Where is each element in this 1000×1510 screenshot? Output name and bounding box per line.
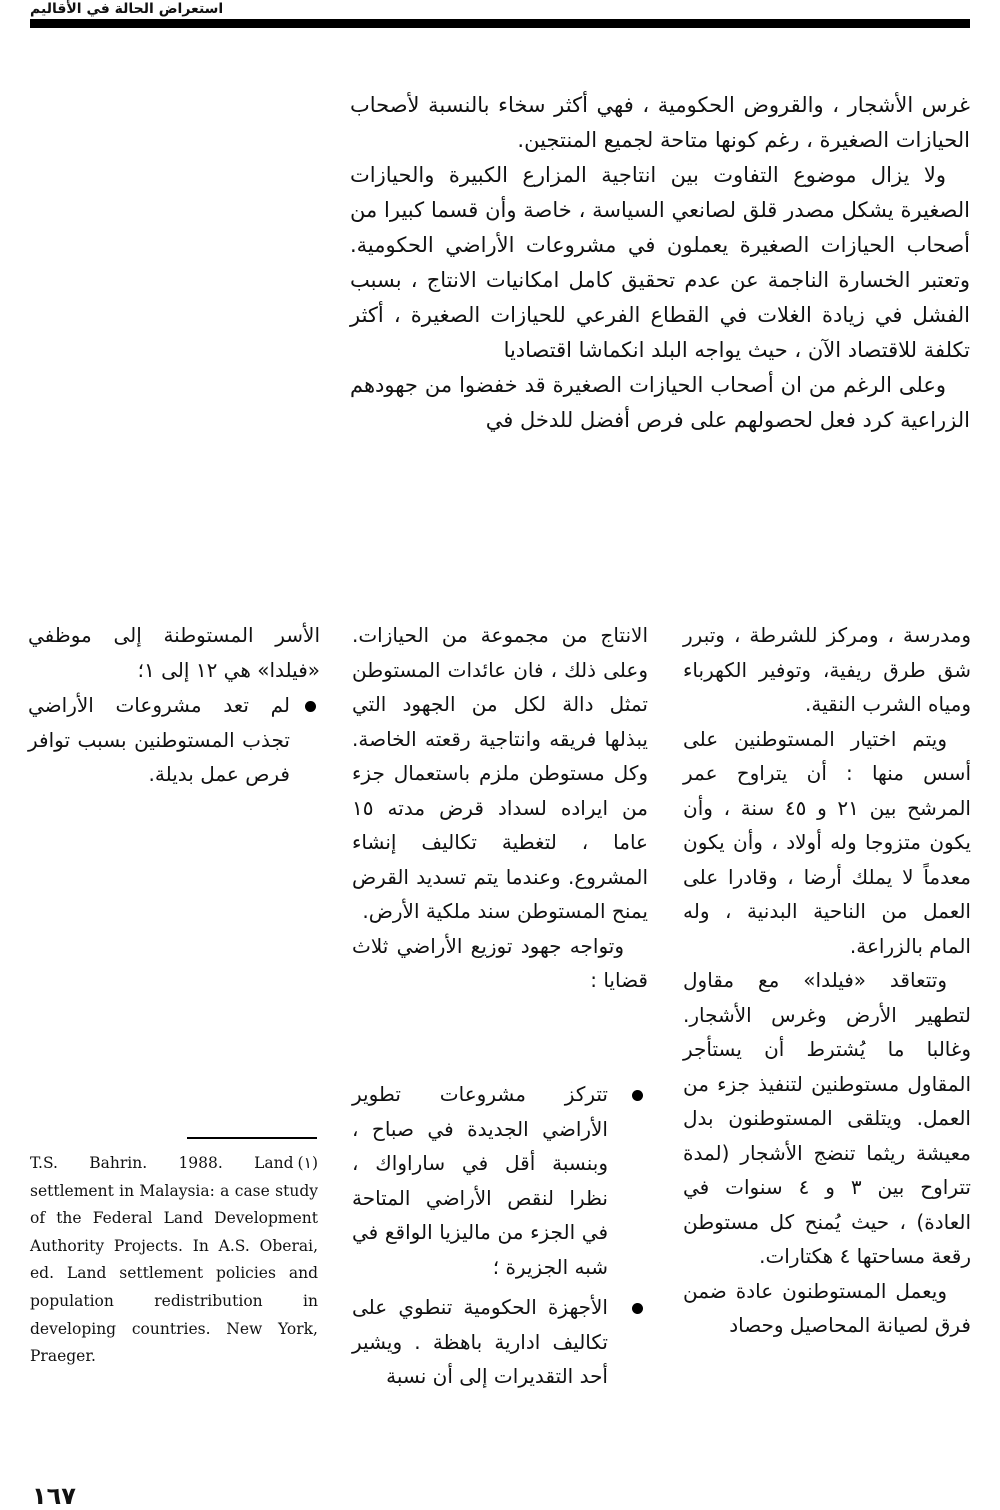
middle-bullet-list [352,1077,648,1394]
footnote [30,1150,318,1371]
left-column [28,618,320,687]
footnote-rule [187,1137,317,1139]
footnote-text: T.S. Bahrin. 1988. Land settlement in Malaysia: a case study of the Federal Land Development Authority Projects. In A.S. Oberai, ed. Land settlement policies and population redistribution in developing countries. New York, Praeger. [30,1154,318,1366]
list-item [352,1290,648,1394]
paragraph: الأسر المستوطنة إلى موظفي «فيلدا» هي ١٢ إلى ١؛ [28,623,320,682]
paragraph: وتتعاقد «فيلدا» مع مقاول لتطهير الأرض وغرس الأشجار. وغالبا ما يُشترط أن يستأجر المقاول مستوطنين لتنفيذ جزء من العمل. ويتلقى المستوطنون بدل معيشة ريثما تنضج الأشجار (لمدة تتراوح بين ٣ و ٤ سنوات في العادة) ، حيث يُمنح كل مستوطن رقعة مساحتها ٤ هكتارات. [683,968,971,1268]
header-rule [30,19,970,28]
paragraph: ويتم اختيار المستوطنين على أسس منها : أن يتراوح عمر المرشح بين ٢١ و ٤٥ سنة ، وأن يكون متزوجا وله أولاد ، وأن يكون معدماً لا يملك أرضا ، وقادرا على العمل من الناحية البدنية ، وله المام بالزراعة. [683,726,971,958]
paragraph: الانتاج من مجموعة من الحيازات. وعلى ذلك ، فان عائدات المستوطن تمثل دالة لكل من الجهود التي يبذلها فريقه وانتاجية رقعته الخاصة. وكل مستوطن ملزم باستعمال جزء من ايراده لسداد قرض مدته ١٥ عاما ، لتغطية تكاليف إنشاء المشروع. وعندما يتم تسديد القرض يمنح المستوطن سند ملكية الأرض. [352,623,648,923]
paragraph: ويعمل المستوطنون عادة ضمن فرق لصيانة المحاصيل وحصاد [683,1278,971,1337]
paragraph: ولا يزال موضوع التفاوت بين انتاجية المزارع الكبيرة والحيازات الصغيرة يشكل مصدر قلق لصانعي السياسة ، خاصة وأن قسما كبيرا من أصحاب الحيازات الصغيرة يعملون في مشروعات الأراضي الحكومية. وتعتبر الخسارة الناجمة عن عدم تحقيق كامل امكانيات الانتاج ، بسبب الفشل في زيادة الغلات في القطاع الفرعي للحيازات الصغيرة ، أكثر تكلفة للاقتصاد الآن ، حيث يواجه البلد انكماشا اقتصاديا [350,163,970,362]
right-column [683,618,971,1343]
list-item [28,688,320,792]
paragraph: غرس الأشجار ، والقروض الحكومية ، فهي أكثر سخاء بالنسبة لأصحاب الحيازات الصغيرة ، رغم كونها متاحة لجميع المنتجين. [350,93,970,152]
middle-column [352,618,648,998]
list-item-text: الأجهزة الحكومية تنطوي على تكاليف ادارية باهظة . ويشير أحد التقديرات إلى أن نسبة [352,1295,608,1388]
bullet-icon [305,701,316,712]
page-number: ١٦٧ [32,1482,76,1510]
bullet-icon [632,1303,643,1314]
paragraph: وتواجه جهود توزيع الأراضي ثلاث قضايا : [352,933,648,992]
footnote-number: (١) [297,1154,318,1172]
list-item-text: تتركز مشروعات تطوير الأراضي الجديدة في صباح ، وبنسبة أقل في ساراواك ، نظرا لنقص الأراضي المتاحة في الجزء من ماليزيا الواقع في شبه الجزيرة ؛ [352,1082,608,1279]
top-text-block [350,88,970,438]
list-item [352,1077,648,1284]
paragraph: وعلى الرغم من ان أصحاب الحيازات الصغيرة قد خفضوا من جهودهم الزراعية كرد فعل لحصولهم على فرص أفضل للدخل في [350,373,970,432]
bullet-icon [632,1090,643,1101]
running-title: استعراض الحالة في الأقاليم [30,1,224,17]
left-bullet-list [28,688,320,792]
list-item-text: لم تعد مشروعات الأراضي تجذب المستوطنين بسبب توافر فرص عمل بديلة. [28,693,290,786]
paragraph: ومدرسة ، ومركز للشرطة ، وتبرر شق طرق ريفية، وتوفير الكهرباء ومياه الشرب النقية. [683,623,971,716]
